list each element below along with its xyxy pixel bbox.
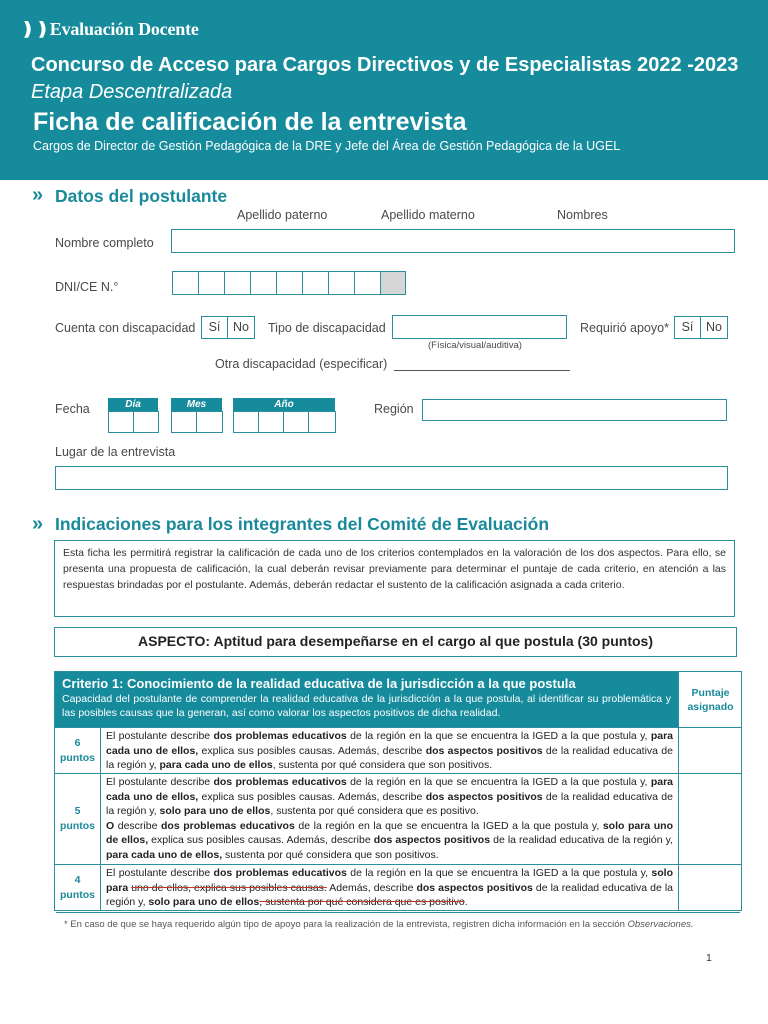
footnote-emphasis: Observaciones. xyxy=(627,919,694,930)
other-disability-label: Otra discapacidad (especificar) xyxy=(215,357,388,371)
date-label: Fecha xyxy=(55,402,90,416)
chevron-icon: » xyxy=(32,184,44,206)
text-run: explica sus posibles causas. Además, describe xyxy=(198,790,426,803)
full-name-label: Nombre completo xyxy=(55,236,154,250)
criterion-header xyxy=(55,672,678,727)
table-row xyxy=(55,864,742,911)
text-run: Además, describe xyxy=(326,881,417,894)
disability-type-hint: (Física/visual/auditiva) xyxy=(428,340,522,351)
text-run: solo para uno de ellos, xyxy=(106,819,673,847)
text-run: de la región en la que se encuentra la IGED a la que postula y, xyxy=(346,867,652,879)
text-run: O xyxy=(106,819,115,832)
support-no-option[interactable]: No xyxy=(706,320,722,334)
region-field[interactable] xyxy=(422,399,727,421)
col-paternal-label: Apellido paterno xyxy=(237,208,328,222)
applicant-section-title: Datos del postulante xyxy=(55,186,228,206)
date-cell[interactable] xyxy=(197,412,222,432)
dni-label: DNI/CE N.° xyxy=(55,280,119,294)
text-run: dos aspectos positivos xyxy=(416,881,533,894)
header-band xyxy=(0,0,768,180)
dni-digit-cell[interactable] xyxy=(173,272,199,294)
month-header: Mes xyxy=(171,398,222,411)
text-run: de la realidad educativa de la región y, xyxy=(106,881,674,909)
page-number: 1 xyxy=(706,952,712,964)
text-run: dos problemas educativos xyxy=(213,867,347,879)
dni-digit-cell[interactable] xyxy=(225,272,251,294)
text-run: solo para xyxy=(106,867,673,894)
footnote-divider xyxy=(56,912,740,913)
col-maternal-label: Apellido materno xyxy=(381,208,475,222)
points-cell xyxy=(55,728,101,773)
year-field[interactable] xyxy=(233,411,336,433)
region-label: Región xyxy=(374,402,414,416)
sheet-title: Ficha de calificación de la entrevista xyxy=(33,108,467,136)
chevron-icon: » xyxy=(32,513,44,535)
place-label: Lugar de la entrevista xyxy=(55,445,176,459)
disability-no-option[interactable]: No xyxy=(233,320,249,334)
text-run: dos aspectos positivos xyxy=(425,790,543,803)
indications-section-title: Indicaciones para los integrantes del Comité de Evaluación xyxy=(55,514,550,534)
text-run: de la realidad educativa de la región y, xyxy=(106,790,673,818)
footnote xyxy=(64,918,740,932)
text-run: de la región en la que se encuentra la IGED a la que postula y, xyxy=(346,776,651,788)
support-label: Requirió apoyo* xyxy=(580,321,669,335)
score-input-cell[interactable] xyxy=(678,728,742,773)
dni-digit-cell[interactable] xyxy=(329,272,355,294)
day-field[interactable] xyxy=(108,411,159,433)
stage-subtitle: Etapa Descentralizada xyxy=(31,81,233,103)
points-unit: puntos xyxy=(60,751,95,764)
disability-yes-no[interactable] xyxy=(201,316,255,339)
text-run: dos aspectos positivos xyxy=(373,834,491,847)
text-run: , sustenta por qué considera que es positivo. xyxy=(270,805,479,818)
footnote-text: * En caso de que se haya requerido algún tipo de apoyo para la realización de la entrevista, registren dicha información en la sección xyxy=(64,919,628,930)
criterion-row-text xyxy=(101,865,678,911)
score-input-cell[interactable] xyxy=(678,774,742,864)
score-header: Puntaje asignado xyxy=(678,672,742,727)
date-cell[interactable] xyxy=(134,412,158,432)
text-run: El postulante describe xyxy=(106,776,214,788)
dni-digit-cell[interactable] xyxy=(277,272,303,294)
date-cell[interactable] xyxy=(172,412,197,432)
points-cell xyxy=(55,865,101,911)
positions-subtitle: Cargos de Director de Gestión Pedagógica de la DRE y Jefe del Área de Gestión Pedagógica de la UGEL xyxy=(33,139,621,153)
date-cell[interactable] xyxy=(259,412,284,432)
text-run: El postulante describe xyxy=(106,867,214,879)
criterion-description: Capacidad del postulante de comprender la realidad educativa de la jurisdicción a la que postula, al identificar su problemática y las posibles causas que la generan, así como valorar los aspectos positivos de dicha realidad. xyxy=(62,693,671,719)
col-names-label: Nombres xyxy=(557,208,608,222)
points-cell xyxy=(55,774,101,864)
aspect-title: ASPECTO: Aptitud para desempeñarse en el cargo al que postula (30 puntos) xyxy=(54,627,737,657)
dni-field[interactable] xyxy=(172,271,406,295)
brand-logo: ❫❫Evaluación Docente xyxy=(20,19,199,39)
points-value: 4 xyxy=(74,874,81,886)
table-row xyxy=(55,773,742,864)
table-row xyxy=(55,727,742,773)
points-value: 6 xyxy=(74,736,81,749)
disability-yes-option[interactable]: Sí xyxy=(202,317,228,338)
date-cell[interactable] xyxy=(234,412,259,432)
text-run: , sustenta por qué considera que son positivos. xyxy=(272,759,493,772)
text-run: . xyxy=(464,896,468,909)
text-run: de la región en la que se encuentra la IGED a la que postula y, xyxy=(346,730,651,742)
criterion-row-text xyxy=(101,728,678,773)
text-run: de la región en la que se encuentra la IGED a la que postula y, xyxy=(294,819,603,832)
other-disability-field[interactable] xyxy=(394,370,570,371)
struck-text: , sustenta por qué considera que es positivo xyxy=(259,896,465,909)
disability-label: Cuenta con discapacidad xyxy=(55,321,196,335)
text-run: de la realidad educativa de la región y, xyxy=(490,834,673,847)
dni-digit-cell[interactable] xyxy=(355,272,381,294)
date-cell[interactable] xyxy=(284,412,309,432)
month-field[interactable] xyxy=(171,411,223,433)
text-run: para cada uno de ellos xyxy=(159,759,273,772)
text-run: dos problemas educativos xyxy=(161,819,295,832)
points-unit: puntos xyxy=(60,820,95,832)
dni-digit-cell[interactable] xyxy=(199,272,225,294)
text-run: de la realidad educativa de la región y, xyxy=(106,744,673,772)
year-header: Año xyxy=(233,398,335,411)
dni-digit-cell[interactable] xyxy=(303,272,329,294)
text-run: para cada uno de ellos, xyxy=(106,730,673,757)
indications-text: Esta ficha les permitirá registrar la calificación de cada uno de los criterios contemplados en la valoración de los dos aspectos. Para ello, se presenta una propuesta de calificación, la cual deberán revisar previamente para determinar el puntaje de cada criterio, en atención a las respuestas brindadas por el postulante. Además, deberán redactar el sustento de la calificación asignada a cada criterio. xyxy=(54,540,735,617)
text-run: El postulante describe xyxy=(106,730,214,742)
disability-type-label: Tipo de discapacidad xyxy=(268,321,386,335)
disability-type-field[interactable] xyxy=(392,315,567,339)
text-run: para cada uno de ellos, xyxy=(106,848,223,861)
support-yes-option[interactable]: Sí xyxy=(675,317,701,338)
text-run: para cada uno de ellos, xyxy=(106,776,673,803)
criterion-table xyxy=(54,671,742,911)
points-unit: puntos xyxy=(60,889,95,901)
text-run: dos aspectos positivos xyxy=(425,744,543,757)
dni-digit-cell[interactable] xyxy=(251,272,277,294)
date-cell[interactable] xyxy=(109,412,134,432)
score-input-cell[interactable] xyxy=(678,865,742,911)
text-run: explica sus posibles causas. Además, describe xyxy=(148,834,374,847)
points-value: 5 xyxy=(74,805,81,817)
text-run: solo para uno de ellos xyxy=(159,805,271,818)
criterion-title: Criterio 1: Conocimiento de la realidad educativa de la jurisdicción a la que postula xyxy=(62,676,576,691)
struck-text: uno de ellos, explica sus posibles causas. xyxy=(131,881,327,894)
place-field[interactable] xyxy=(55,466,728,490)
text-run: explica sus posibles causas. Además, describe xyxy=(198,744,426,757)
text-run: solo para uno de ellos xyxy=(148,896,260,909)
date-cell[interactable] xyxy=(309,412,334,432)
text-run: describe xyxy=(114,819,162,832)
dni-digit-cell[interactable] xyxy=(381,272,405,294)
text-run: sustenta por qué considera que son positivos. xyxy=(222,848,439,861)
contest-title: Concurso de Acceso para Cargos Directivos y de Especialistas 2022 -2023 xyxy=(31,54,739,76)
criterion-row-text xyxy=(101,774,678,864)
text-run: dos problemas educativos xyxy=(213,730,347,742)
full-name-field[interactable] xyxy=(171,229,735,253)
day-header: Día xyxy=(108,398,158,411)
support-yes-no[interactable] xyxy=(674,316,728,339)
text-run: dos problemas educativos xyxy=(213,776,347,788)
